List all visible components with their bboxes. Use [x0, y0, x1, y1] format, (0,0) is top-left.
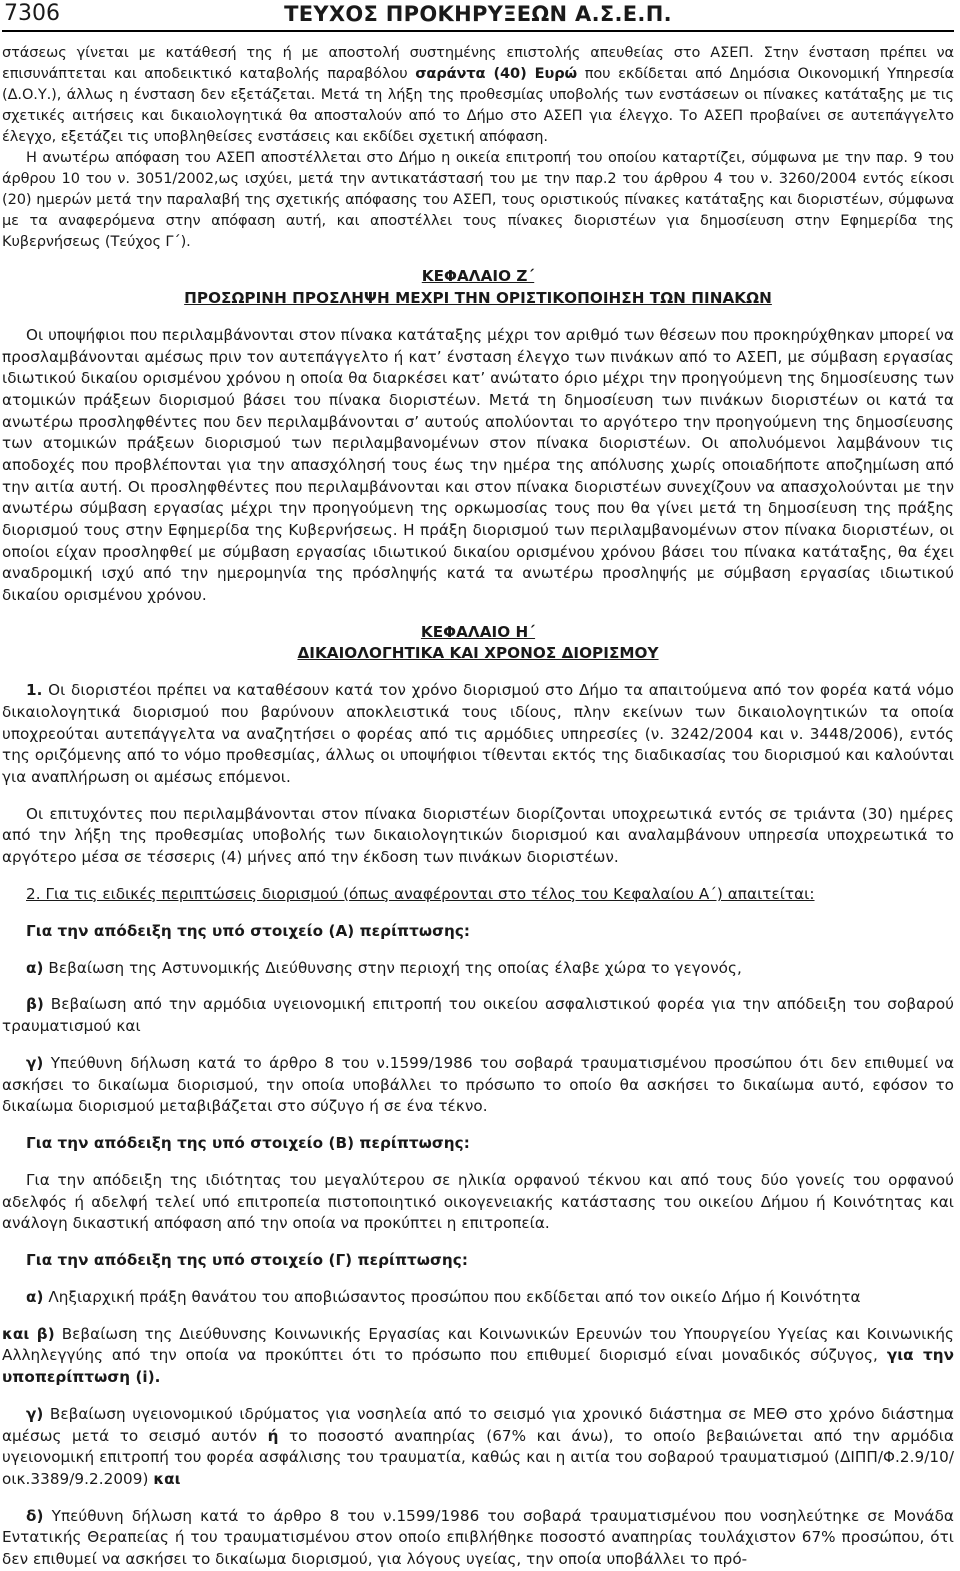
or-word: ή — [267, 1426, 279, 1445]
intro-text-c: που εκδίδεται από Δημόσια Οικονομική Υπηρεσία (Δ.Ο.Υ.), άλλως η ένσταση δεν εξετάζεται. Μετά τη λήξη της προθεσμίας υποβολής των ενστάσεων οι πίνακες κατάταξης με τις σχετικές αιτήσεις και δικαιολογητικά θα αποσταλούν από το Δήμο στο ΑΣΕΠ για έλεγχο. Το ΑΣΕΠ προβαίνει σε αυτεπάγγελτο έλεγχο, εξετάζει τις υποβληθείσες ενστάσεις και εκδίδει σχετική απόφαση. — [2, 65, 954, 146]
label-and-b: και β) — [2, 1324, 55, 1343]
case-g-item-c-text-2: το ποσοστό αναπηρίας (67% και άνω), το οποίο βεβαιώνεται από την αρμόδια υγειονομική επιτροπή του φορέα ασφάλισης του τραυματία, καθώς και η αιτία του σοβαρού τραυματισμού (ΔΙΠΠ/Φ.2.9/10/οικ.3389/9.2.2009) — [2, 1426, 954, 1488]
case-g-item-d-text: Υπεύθυνη δήλωση κατά το άρθρο 8 του ν.1599/1986 του σοβαρά τραυματισμένου που νοσηλεύτηκε σε Μονάδα Εντατικής Θεραπείας ή του τραυματισμένου στον οποίο επιβλήθηκε ποσοστό αναπηρίας τουλάχιστον 67% προσώπου, ότι δεν επιθυμεί να ασκήσει το δικαίωμα διορισμού, για λόγους υγείας, την οποία υποβάλλει το πρό- — [2, 1506, 954, 1568]
chapter-h-paragraph-2: Οι επιτυχόντες που περιλαμβάνονται στον πίνακα διοριστέων διορίζονται υποχρεωτικά εντός σε τριάντα (30) ημέρες από την λήξη της προθεσμίας υποβολής των δικαιολογητικών διορισμού και αναλαμβάνουν υπηρεσία υποχρεωτικά το αργότερο μέσα σε τέσσερις (4) μήνες από την έκδοση των πινάκων διοριστέων. — [2, 804, 954, 866]
case-g-item-c — [2, 1404, 954, 1491]
case-g-item-d — [2, 1506, 954, 1571]
case-g-item-c-text: Βεβαίωση υγειονομικού ιδρύματος για νοσηλεία από το σεισμό για χρονικό διάστημα σε ΜΕΘ στο χρόνο διάστημα αμέσως μετά το σεισμό αυτόν — [2, 1404, 954, 1445]
case-a-item-b — [2, 994, 954, 1037]
case-g-item-b-text: Βεβαίωση της Διεύθυνσης Κοινωνικής Εργασίας και Κοινωνικών Ερευνών του Υπουργείου Υγείας και Κοινωνικής Αλληλεγγύης από την οποία να προκύπτει ότι το πρόσωπο που επιθυμεί διορισμό είναι μοναδικός σύζυγος, — [2, 1324, 954, 1365]
case-g-item-a — [2, 1287, 954, 1309]
and-word: και — [153, 1469, 181, 1488]
case-a-item-c-text: Υπεύθυνη δήλωση κατά το άρθρο 8 του ν.1599/1986 του σοβαρά τραυματισμένου προσώπου ότι δεν επιθυμεί να ασκήσει το δικαίωμα διορισμού, την οποία υποβάλλει το πρόσωπο το οποίο θα ασκήσει το δικαίωμα αυτό, εφόσον το δικαίωμα διορισμού μεταβιβάζεται στο σύζυγο ή σε ένα τέκνο. — [2, 1053, 954, 1116]
subcase-i-label: για την υποπερίπτωση (i). — [2, 1346, 955, 1386]
intro-paragraph-2: Η ανωτέρω απόφαση του ΑΣΕΠ αποστέλλεται στο Δήμο η οικεία επιτροπή του οποίου καταρτίζει, σύμφωνα με την παρ. 9 του άρθρου 10 του ν. 3051/2002,ως ισχύει, μετά την αντικατάστασή του με την παρ.2 του άρθρου 4 του ν. 3260/2004 εντός είκοσι (20) ημερών μετά την παραλαβή της σχετικής απόφασης του ΑΣΕΠ, τους οριστικούς πίνακες κατάταξης και διοριστέων, σύμφωνα με τα αναφερόμενα στην απόφαση αυτή, και αποστέλλει τους πίνακες διοριστέων για δημοσίευση στην Εφημερίδα της Κυβερνήσεως (Τεύχος Γ΄). — [2, 149, 954, 251]
case-g-title: Για την απόδειξη της υπό στοιχείο (Γ) περίπτωσης: — [26, 1251, 468, 1269]
case-b-text: Για την απόδειξη της ιδιότητας του μεγαλύτερου σε ηλικία ορφανού τέκνου και από τους δύο γονείς του ορφανού αδελφός ή αδελφή τελεί υπό επιτροπεία πιστοποιητικό οικογενειακής κατάστασης του οικείου Δήμου ή Κοινότητας και ανάλογη δικαστική απόφαση από την οποία να προκύπτει η επιτροπεία. — [2, 1170, 954, 1233]
intro-section — [2, 42, 954, 252]
chapter-h-paragraph-3: 2. Για τις ειδικές περιπτώσεις διορισμού (όπως αναφέρονται στο τέλος του Κεφαλαίου Α΄) απαιτείται: — [26, 884, 815, 903]
chapter-h-paragraph-1 — [2, 680, 954, 788]
label-a: α) — [26, 1287, 44, 1306]
case-b-title: Για την απόδειξη της υπό στοιχείο (Β) περίπτωσης: — [26, 1134, 470, 1152]
case-a-title: Για την απόδειξη της υπό στοιχείο (Α) περίπτωσης: — [26, 921, 471, 940]
page-header — [2, 0, 954, 32]
chapter-z-text: Οι υποψήφιοι που περιλαμβάνονται στον πίνακα κατάταξης μέχρι τον αριθμό των θέσεων που προκηρύχθηκαν μπορεί να προσλαμβάνονται αμέσως πριν τον αυτεπάγγελτο ή κατ’ ένσταση έλεγχο των πινάκων από το ΑΣΕΠ, με σύμβαση εργασίας ιδιωτικού δικαίου ορισμένου χρόνου η οποία θα διαρκέσει κατ’ ανώτατο όριο μέχρι την προηγούμενη της δημοσίευσης των ατομικών πράξεων διορισμού βάσει του πίνακα διοριστέων. Μετά τη δημοσίευση των πινάκων διοριστέων οι κατά τα ανωτέρω προσληφθέντες που δεν περιλαμβάνονται σ’ αυτούς απολύονται το αργότερο την προηγούμενη της δημοσίευσης των ατομικών πράξεων διορισμού των περιλαμβανομένων στον πίνακα διοριστέων. Οι απολυόμενοι λαμβάνουν τις αποδοχές που προβλέπονται για την απασχόλησή τους έως την ημέρα της απόλυσης χωρίς οποιαδήποτε αποζημίωση από την αιτία αυτή. Οι προσληφθέντες που περιλαμβάνονται και στον πίνακα διοριστέων συνεχίζουν να απασχολούνται με την ανωτέρω σύμβαση εργασίας μέχρι την προηγούμενη της ορκωμοσίας τους που θα γίνει μετά τη δημοσίευση της πράξης διορισμού τους στην Εφημερίδα της Κυβερνήσεως. Η πράξη διορισμού των περιλαμβανομένων στον πίνακα διοριστέων, οι οποίοι είχαν προσληφθεί με σύμβαση εργασίας ιδιωτικού δικαίου ορισμένου χρόνου βάσει του πίνακα κατάταξης, θα έχει αναδρομική ισχύ από την ημερομηνία της πρόσληψής κατά τα ανωτέρω προσληψής με σύμβαση εργασίας ιδιωτικού δικαίου ορισμένου χρόνου. — [2, 325, 954, 604]
chapter-h-heading: ΚΕΦΑΛΑΙΟ Η΄ — [420, 622, 536, 641]
case-a-item-a — [2, 958, 954, 980]
label-d: δ) — [26, 1506, 44, 1525]
intro-paragraph-1 — [2, 42, 954, 147]
label-b: β) — [26, 995, 44, 1014]
label-a: α) — [26, 958, 44, 977]
fee-amount: σαράντα (40) Ευρώ — [415, 65, 578, 83]
case-a-item-a-text: Βεβαίωση της Αστυνομικής Διεύθυνσης στην περιοχή της οποίας έλαβε χώρα το γεγονός, — [43, 958, 742, 977]
intro-text-a: στάσεως γίνεται με κατάθεσή της ή με αποστολή συστημένης επιστολής απευθείας στο ΑΣΕΠ. Στην ένσταση πρέπει να επισυνάπτεται και αποδεικτικό καταβολής παραβόλου — [2, 44, 954, 83]
case-g-item-b — [2, 1324, 954, 1389]
chapter-z-heading: ΚΕΦΑΛΑΙΟ Ζ΄ — [421, 267, 535, 286]
label-c: γ) — [26, 1053, 44, 1072]
case-a-item-c — [2, 1053, 954, 1118]
case-g-item-a-text: Ληξιαρχική πράξη θανάτου του αποβιώσαντος προσώπου που εκδίδεται από τον οικείο Δήμο ή Κοινότητα — [43, 1287, 861, 1306]
chapter-z-subheading: ΠΡΟΣΩΡΙΝΗ ΠΡΟΣΛΗΨΗ ΜΕΧΡΙ ΤΗΝ ΟΡΙΣΤΙΚΟΠΟΙΗΣΗ ΤΩΝ ΠΙΝΑΚΩΝ — [184, 289, 772, 308]
page-number: 7306 — [4, 1, 60, 26]
paragraph-1-text: Οι διοριστέοι πρέπει να καταθέσουν κατά τον χρόνο διορισμού στο Δήμο τα απαιτούμενα από τον φορέα κατά νόμο δικαιολογητικά διορισμού που βαρύνουν αποκλειστικά τους ιδίους, πλην εκείνων των δικαιολογητικών τα οποία υποχρεούται αυτεπάγγελτα να αναζητήσει ο φορέας από τις αρμόδιες υπηρεσίες (ν. 3242/2004 και ν. 3448/2006), εντός της οριζόμενης από το νόμο προθεσμίας, άλλως οι υποψήφιοι τίθενται εκτός της διαδικασίας του διορισμού και καλούνται για αναπλήρωση οι αμέσως επόμενοι. — [2, 681, 954, 786]
case-a-item-b-text: Βεβαίωση από την αρμόδια υγειονομική επιτροπή του οικείου ασφαλιστικού φορέα για την απόδειξη του σοβαρού τραυματισμού και — [2, 995, 954, 1035]
chapter-z-section — [2, 266, 954, 1570]
label-c: γ) — [26, 1404, 44, 1423]
publication-title: ΤΕΥΧΟΣ ΠΡΟΚΗΡΥΞΕΩΝ Α.Σ.Ε.Π. — [284, 2, 672, 26]
item-number-1: 1. — [26, 681, 43, 700]
chapter-h-subheading: ΔΙΚΑΙΟΛΟΓΗΤΙΚΑ ΚΑΙ ΧΡΟΝΟΣ ΔΙΟΡΙΣΜΟΥ — [297, 644, 659, 663]
